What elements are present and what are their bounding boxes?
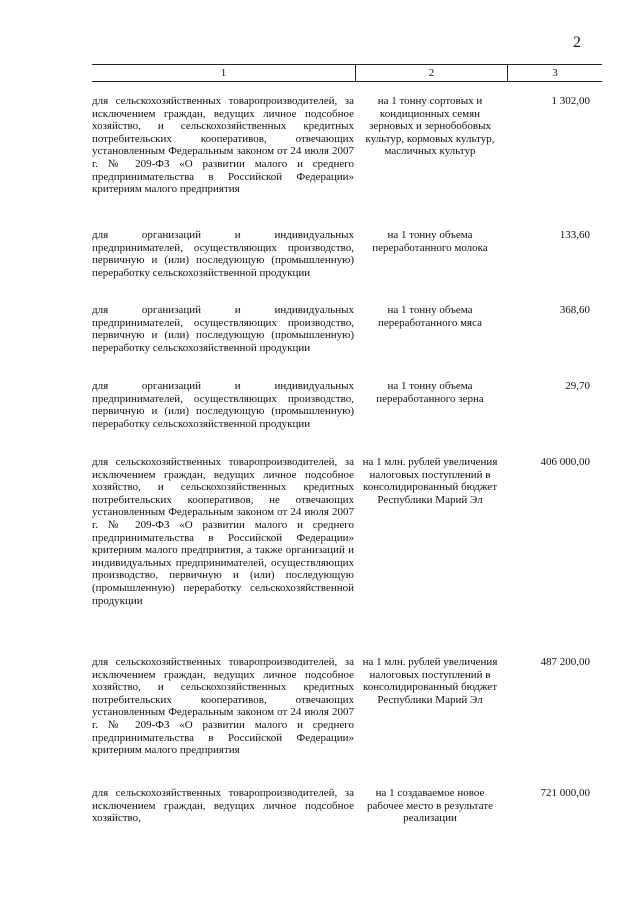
row-unit: на 1 млн. рублей увеличения налоговых поступлений в консолидированный бюджет Республики Марий Эл bbox=[362, 456, 498, 506]
page-number: 2 bbox=[573, 34, 581, 51]
header-col-1: 1 bbox=[220, 67, 227, 79]
table-header-bottom-rule bbox=[92, 81, 602, 82]
row-amount: 29,70 bbox=[565, 380, 590, 392]
row-description: для сельскохозяйственных товаропроизводителей, за исключением граждан, ведущих личное подсобное хозяйство, и сельскохозяйственных кредитных потребительских кооперативов, отвечающих установленным Федеральным законом от 24 июля 2007 г. № 209-ФЗ «О развитии малого и среднего предпринимательства в Российской Федерации» критериям малого предприятия bbox=[92, 95, 354, 196]
table-top-rule bbox=[92, 64, 602, 65]
row-unit: на 1 млн. рублей увеличения налоговых поступлений в консолидированный бюджет Республики Марий Эл bbox=[362, 656, 498, 706]
row-description: для сельскохозяйственных товаропроизводителей, за исключением граждан, ведущих личное подсобное хозяйство, и сельскохозяйственных кредитных потребительских кооперативов, не отвечающих установленным Федеральным законом от 24 июля 2007 г. № 209-ФЗ «О развитии малого и среднего предпринимательства в Российской Федерации» критериям малого предприятия, а также организаций и индивидуальных предпринимателей, осуществляющих производство, первичную и (или) последующую (промышленную) переработку сельскохозяйственной продукции bbox=[92, 456, 354, 607]
row-amount: 721 000,00 bbox=[540, 787, 590, 799]
row-unit: на 1 тонну объема переработанного зерна bbox=[376, 380, 484, 405]
header-col-2: 2 bbox=[428, 67, 435, 79]
row-amount: 487 200,00 bbox=[540, 656, 590, 668]
row-amount: 133,60 bbox=[559, 229, 590, 241]
row-description: для организаций и индивидуальных предпринимателей, осуществляющих производство, первичную и (или) последующую (промышленную) переработку сельскохозяйственной продукции bbox=[92, 304, 354, 354]
row-unit: на 1 тонну сортовых и кондиционных семян зерновых и зернобобовых культур, кормовых культур, масличных культур bbox=[365, 95, 495, 158]
row-unit: на 1 тонну объема переработанного мяса bbox=[378, 304, 482, 329]
row-amount: 1 302,00 bbox=[551, 95, 590, 107]
row-description: для сельскохозяйственных товаропроизводителей, за исключением граждан, ведущих личное подсобное хозяйство, и сельскохозяйственных кредитных потребительских кооперативов, отвечающих установленным Федеральным законом от 24 июля 2007 г. № 209-ФЗ «О развитии малого и среднего предпринимательства в Российской Федерации» критериям малого предприятия bbox=[92, 656, 354, 757]
header-col-3: 3 bbox=[552, 67, 558, 79]
row-unit: на 1 создаваемое новое рабочее место в результате реализации bbox=[366, 787, 494, 825]
row-amount: 368,60 bbox=[559, 304, 590, 316]
row-description: для организаций и индивидуальных предпринимателей, осуществляющих производство, первичную и (или) последующую (промышленную) переработку сельскохозяйственной продукции bbox=[92, 229, 354, 279]
row-amount: 406 000,00 bbox=[540, 456, 590, 468]
row-unit: на 1 тонну объема переработанного молока bbox=[372, 229, 488, 254]
row-description: для организаций и индивидуальных предпринимателей, осуществляющих производство, первичную и (или) последующую (промышленную) переработку сельскохозяйственной продукции bbox=[92, 380, 354, 430]
row-description: для сельскохозяйственных товаропроизводителей, за исключением граждан, ведущих личное подсобное хозяйство, bbox=[92, 787, 354, 825]
